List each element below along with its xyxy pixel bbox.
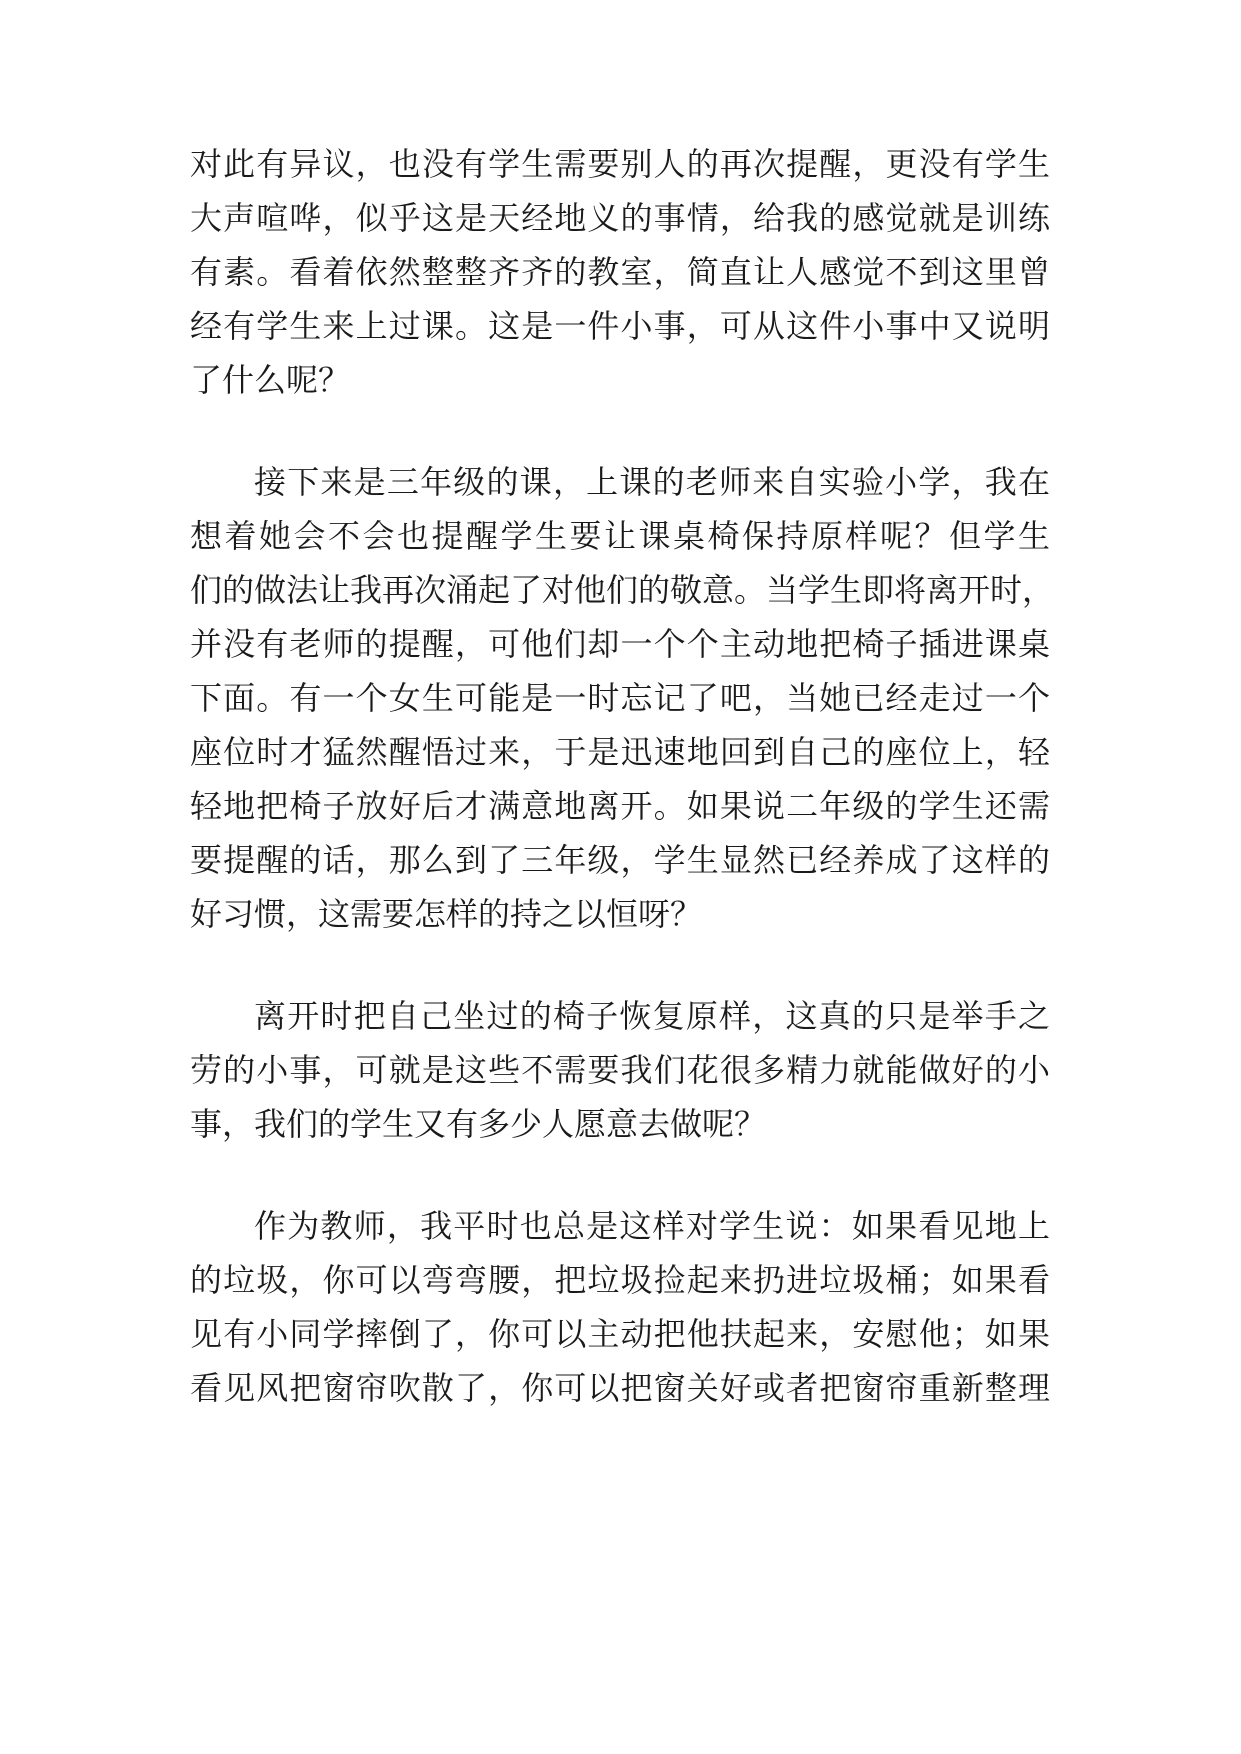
text-line: 有素。看着依然整整齐齐的教室，简直让人感觉不到这里曾 [190,253,1050,291]
text-line: 离开时把自己坐过的椅子恢复原样，这真的只是举手之 [254,997,1050,1035]
text-line: 见有小同学摔倒了，你可以主动把他扶起来，安慰他；如果 [190,1315,1050,1353]
text-line: 好习惯，这需要怎样的持之以恒呀？ [190,895,703,933]
text-line: 看见风把窗帘吹散了，你可以把窗关好或者把窗帘重新整理 [190,1369,1050,1407]
text-line: 座位时才猛然醒悟过来，于是迅速地回到自己的座位上，轻 [190,733,1050,771]
text-line: 作为教师，我平时也总是这样对学生说：如果看见地上 [254,1207,1050,1245]
text-line: 劳的小事，可就是这些不需要我们花很多精力就能做好的小 [190,1051,1050,1089]
text-line: 想着她会不会也提醒学生要让课桌椅保持原样呢？但学生 [190,517,1050,555]
text-line: 的垃圾，你可以弯弯腰，把垃圾捡起来扔进垃圾桶；如果看 [190,1261,1050,1299]
text-line: 要提醒的话，那么到了三年级，学生显然已经养成了这样的 [190,841,1050,879]
text-line: 们的做法让我再次涌起了对他们的敬意。当学生即将离开时， [190,571,1055,609]
text-line: 对此有异议，也没有学生需要别人的再次提醒，更没有学生 [190,145,1050,183]
text-line: 下面。有一个女生可能是一时忘记了吧，当她已经走过一个 [190,679,1050,717]
text-line: 事，我们的学生又有多少人愿意去做呢？ [190,1105,767,1143]
text-line: 并没有老师的提醒，可他们却一个个主动地把椅子插进课桌 [190,625,1050,663]
text-line: 轻地把椅子放好后才满意地离开。如果说二年级的学生还需 [190,787,1050,825]
text-line: 接下来是三年级的课，上课的老师来自实验小学，我在 [254,463,1050,501]
text-line: 了什么呢？ [190,361,351,399]
text-line: 大声喧哗，似乎这是天经地义的事情，给我的感觉就是训练 [190,199,1050,237]
text-line: 经有学生来上过课。这是一件小事，可从这件小事中又说明 [190,307,1050,345]
